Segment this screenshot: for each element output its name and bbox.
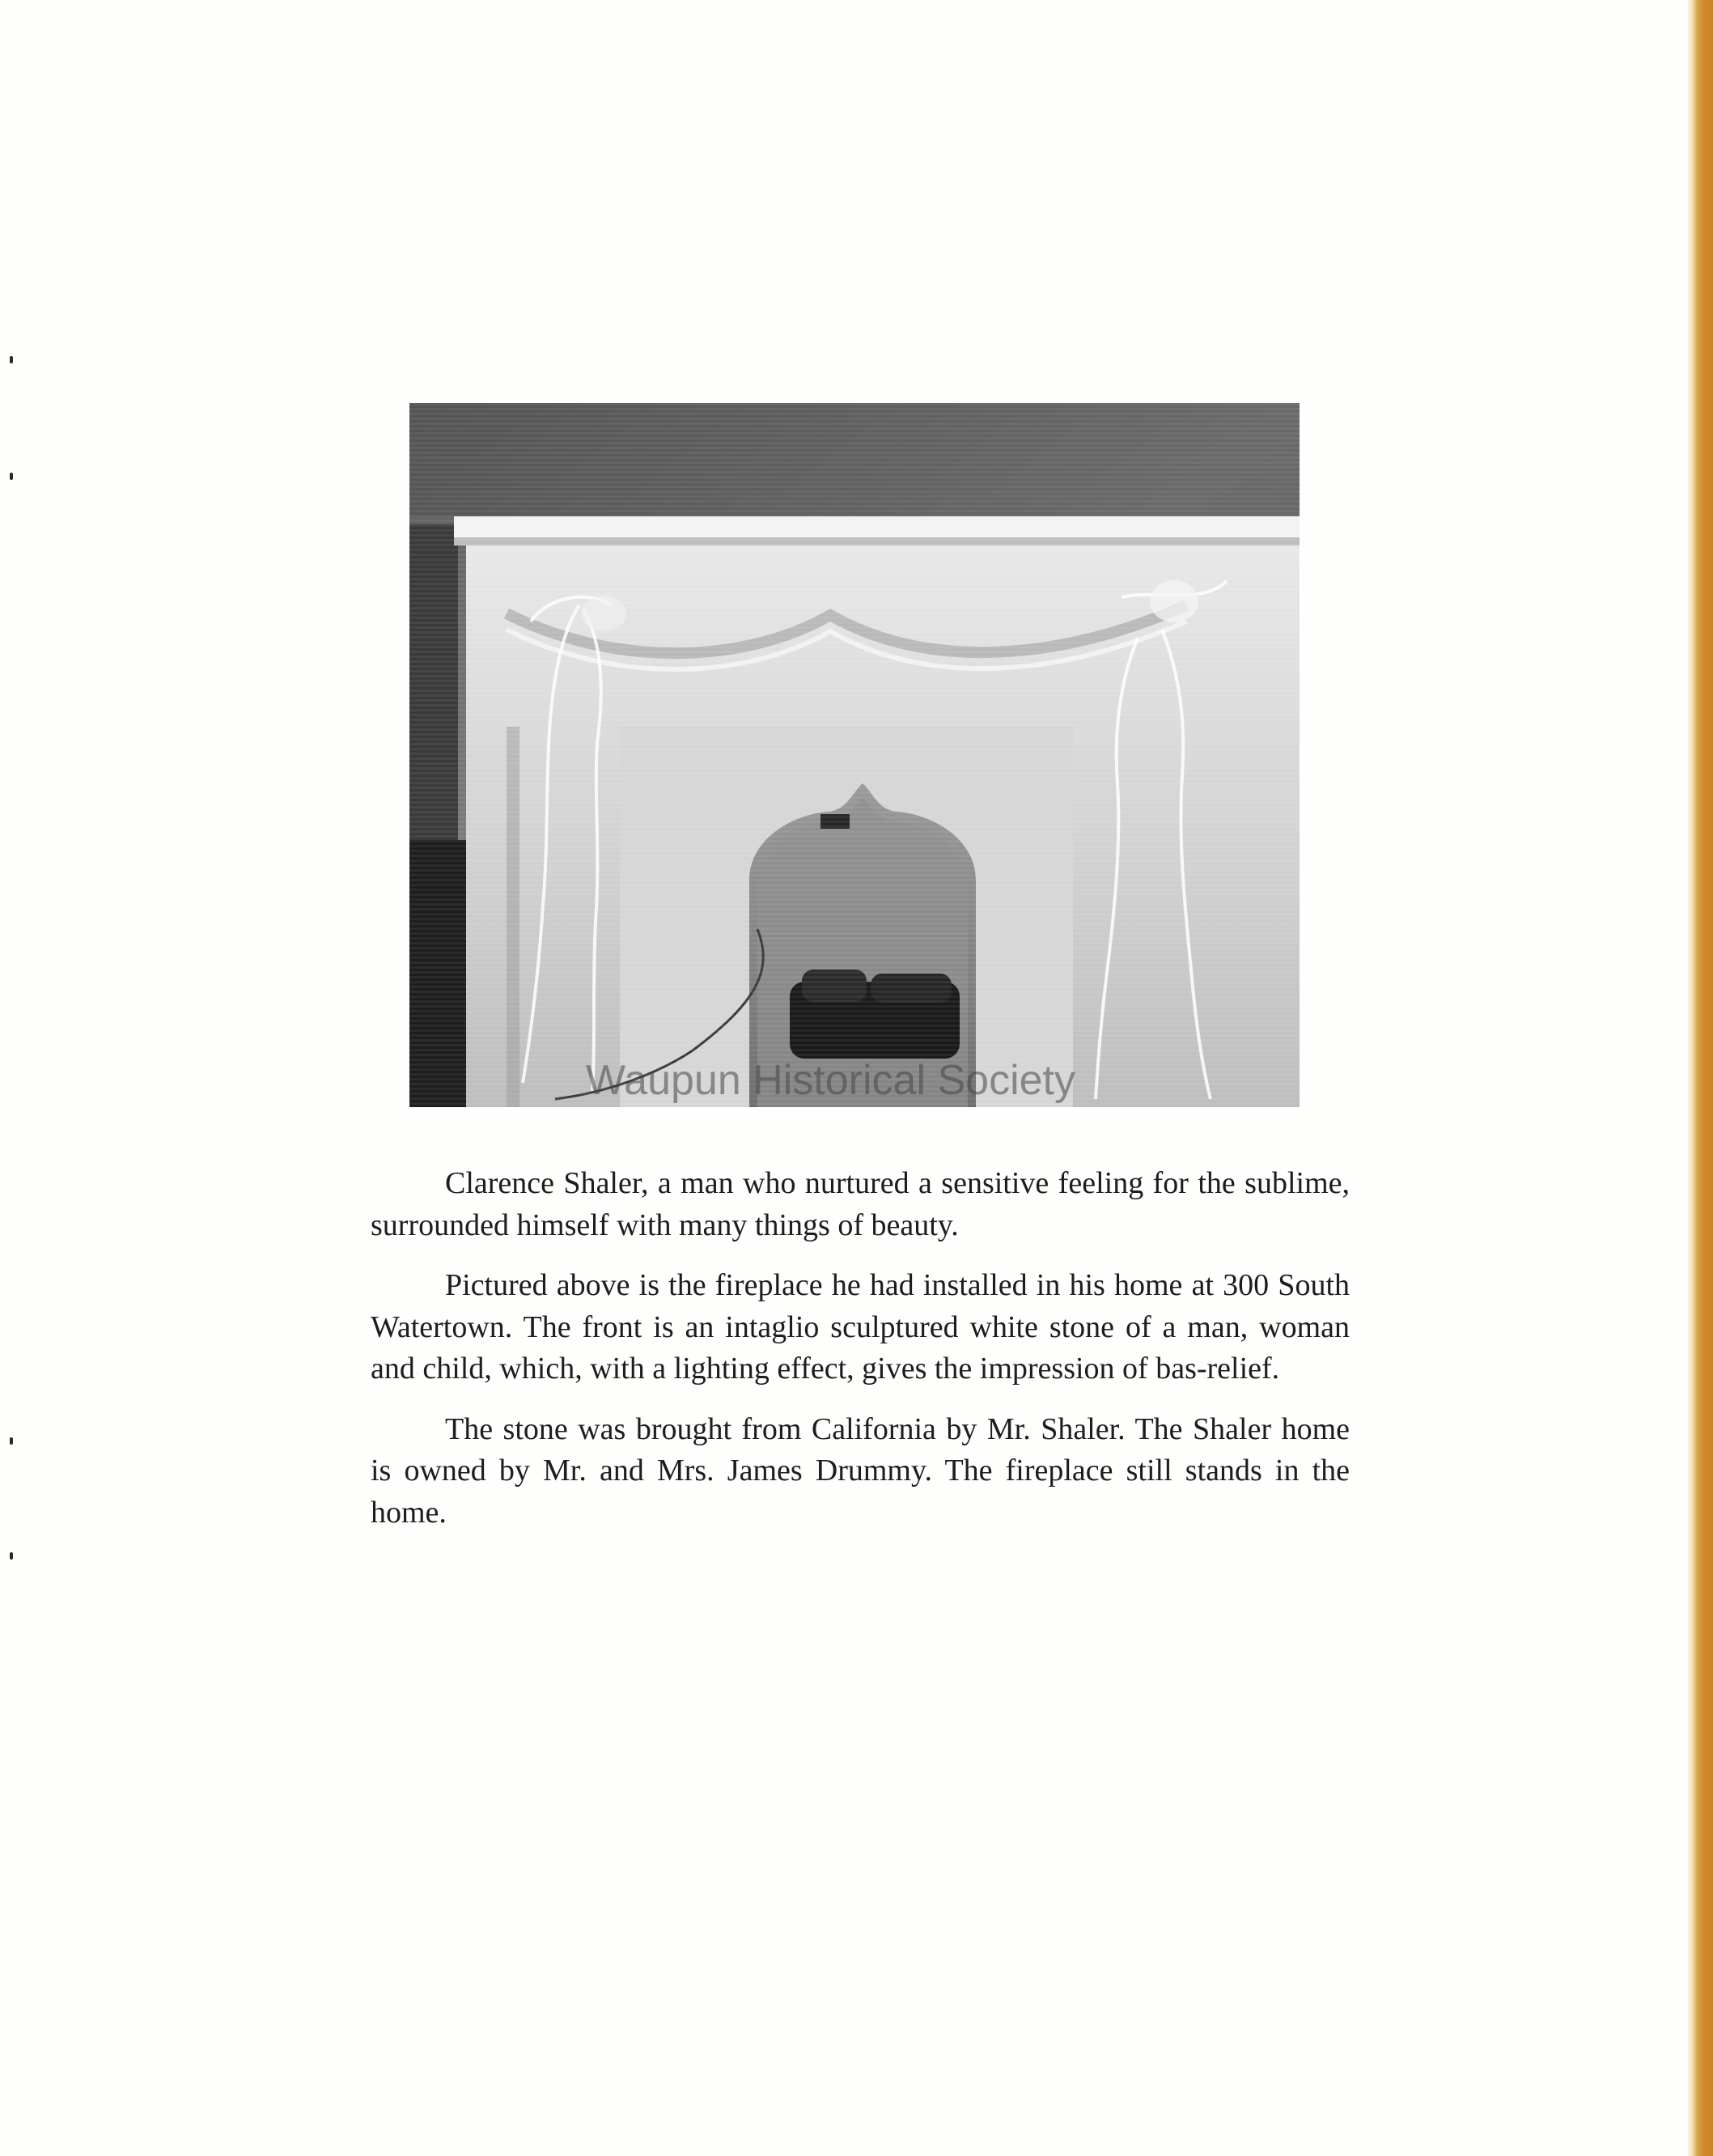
watermark: Waupun Historical Society [586, 1057, 1075, 1104]
paragraph: The stone was brought from California by Mr. Shaler. The Shaler home is owned by Mr. and Mrs. James Drummy. The fireplace still stands in the home. [371, 1411, 1350, 1530]
binding-mark [10, 356, 13, 363]
binding-mark [10, 1437, 13, 1445]
fireplace-illustration [409, 403, 1300, 1107]
binding-mark [10, 1552, 13, 1560]
binding-mark [10, 473, 13, 480]
caption-text [371, 1163, 1350, 1552]
paragraph: Pictured above is the fireplace he had installed in his home at 300 South Watertown. The front is an intaglio sculptured white stone of a man, woman and child, which, with a lighting effect, gives the impression of bas-relief. [371, 1268, 1350, 1386]
page-edge [1688, 0, 1713, 2156]
paragraph: Clarence Shaler, a man who nurtured a sensitive feeling for the sublime, surrounded himself with many things of beauty. [371, 1166, 1350, 1242]
fireplace-photo [409, 403, 1300, 1107]
